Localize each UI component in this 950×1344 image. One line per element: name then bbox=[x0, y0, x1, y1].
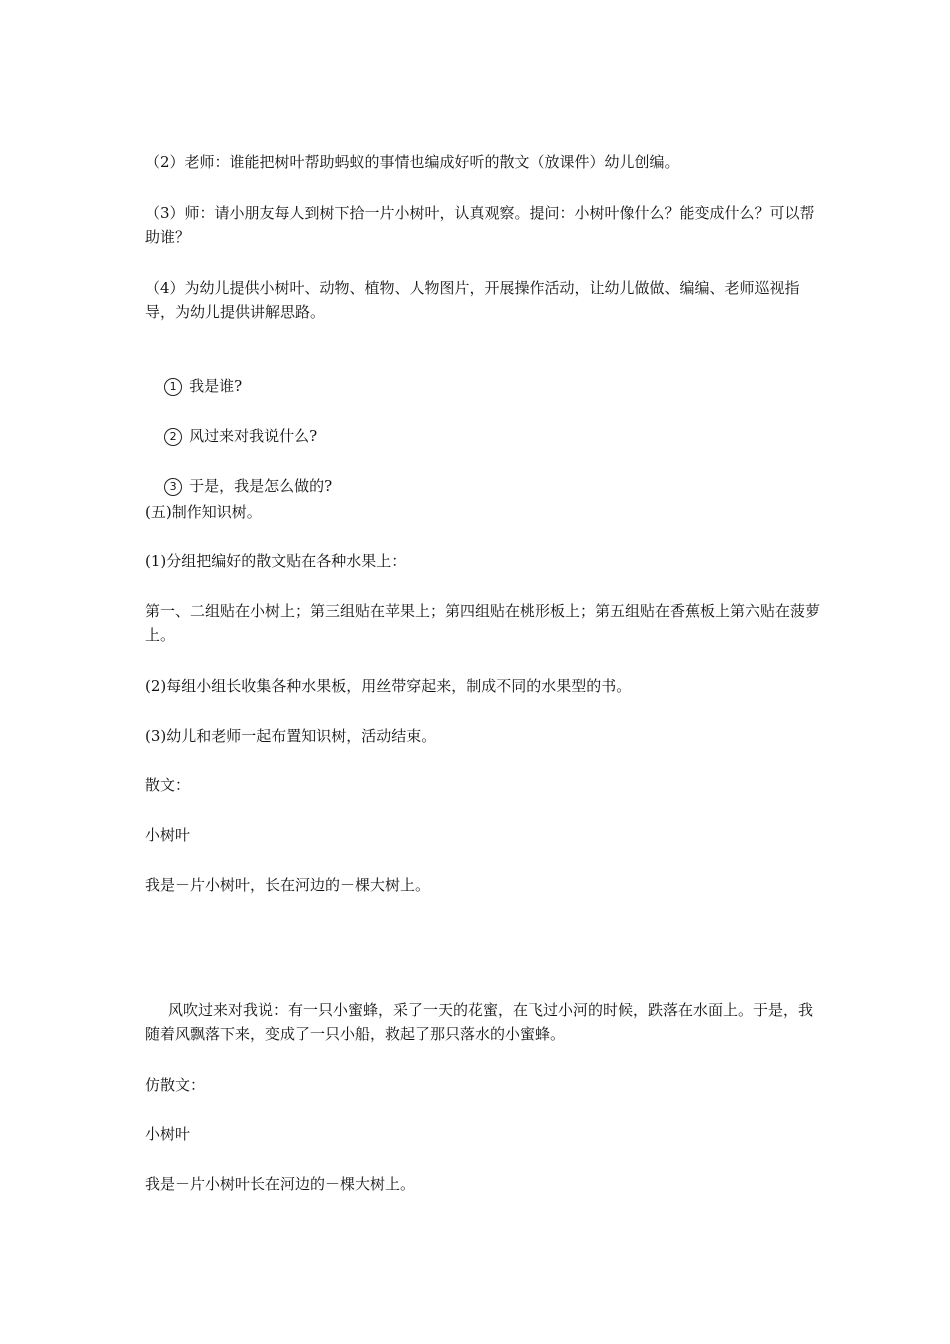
prose-paragraph-wind: 风吹过来对我说：有一只小蜜蜂，采了一天的花蜜，在飞过小河的时候，跌落在水面上。于是，我随着风飘落下来，变成了一只小船，救起了那只落水的小蜜蜂。 bbox=[145, 1001, 814, 1043]
imitation-prose-line-1: 我是－片小树叶长在河边的－棵大树上。 bbox=[145, 1175, 416, 1193]
imitation-prose-title: 小树叶 bbox=[145, 1125, 191, 1143]
paragraph-teacher-question: （2）老师：谁能把树叶帮助蚂蚁的事情也编成好听的散文（放课件）幼儿创编。 bbox=[145, 153, 680, 171]
paragraph-operation-activity: （4）为幼儿提供小树叶、动物、植物、人物图片，开展操作活动，让幼儿做做、编编、老师巡视指导，为幼儿提供讲解思路。 bbox=[145, 279, 800, 321]
prose-title: 小树叶 bbox=[145, 826, 191, 844]
section-heading-knowledge-tree: (五)制作知识树。 bbox=[145, 503, 262, 521]
paragraph-activity-end: (3)幼儿和老师一起布置知识树，活动结束。 bbox=[145, 727, 437, 745]
question-text-1: 我是谁? bbox=[189, 377, 243, 395]
prose-line-1: 我是－片小树叶，长在河边的－棵大树上。 bbox=[145, 876, 431, 894]
circled-number-2: 2 bbox=[164, 428, 182, 446]
label-prose: 散文： bbox=[145, 776, 191, 794]
label-imitation-prose: 仿散文： bbox=[145, 1076, 206, 1094]
paragraph-group-paste: (1)分组把编好的散文贴在各种水果上： bbox=[145, 552, 407, 570]
circled-number-3: 3 bbox=[164, 478, 182, 496]
question-text-2: 风过来对我说什么? bbox=[189, 427, 318, 445]
circled-number-1: 1 bbox=[164, 378, 182, 396]
paragraph-collect-boards: (2)每组小组长收集各种水果板，用丝带穿起来，制成不同的水果型的书。 bbox=[145, 677, 632, 695]
paragraph-group-assignments: 第一、二组贴在小树上；第三组贴在苹果上；第四组贴在桃形板上；第五组贴在香蕉板上第六贴在菠萝上。 bbox=[145, 602, 821, 644]
paragraph-observe-leaf: （3）师：请小朋友每人到树下拾一片小树叶，认真观察。提问：小树叶像什么？能变成什么？可以帮助谁？ bbox=[145, 204, 815, 246]
question-text-3: 于是，我是怎么做的? bbox=[189, 477, 333, 495]
